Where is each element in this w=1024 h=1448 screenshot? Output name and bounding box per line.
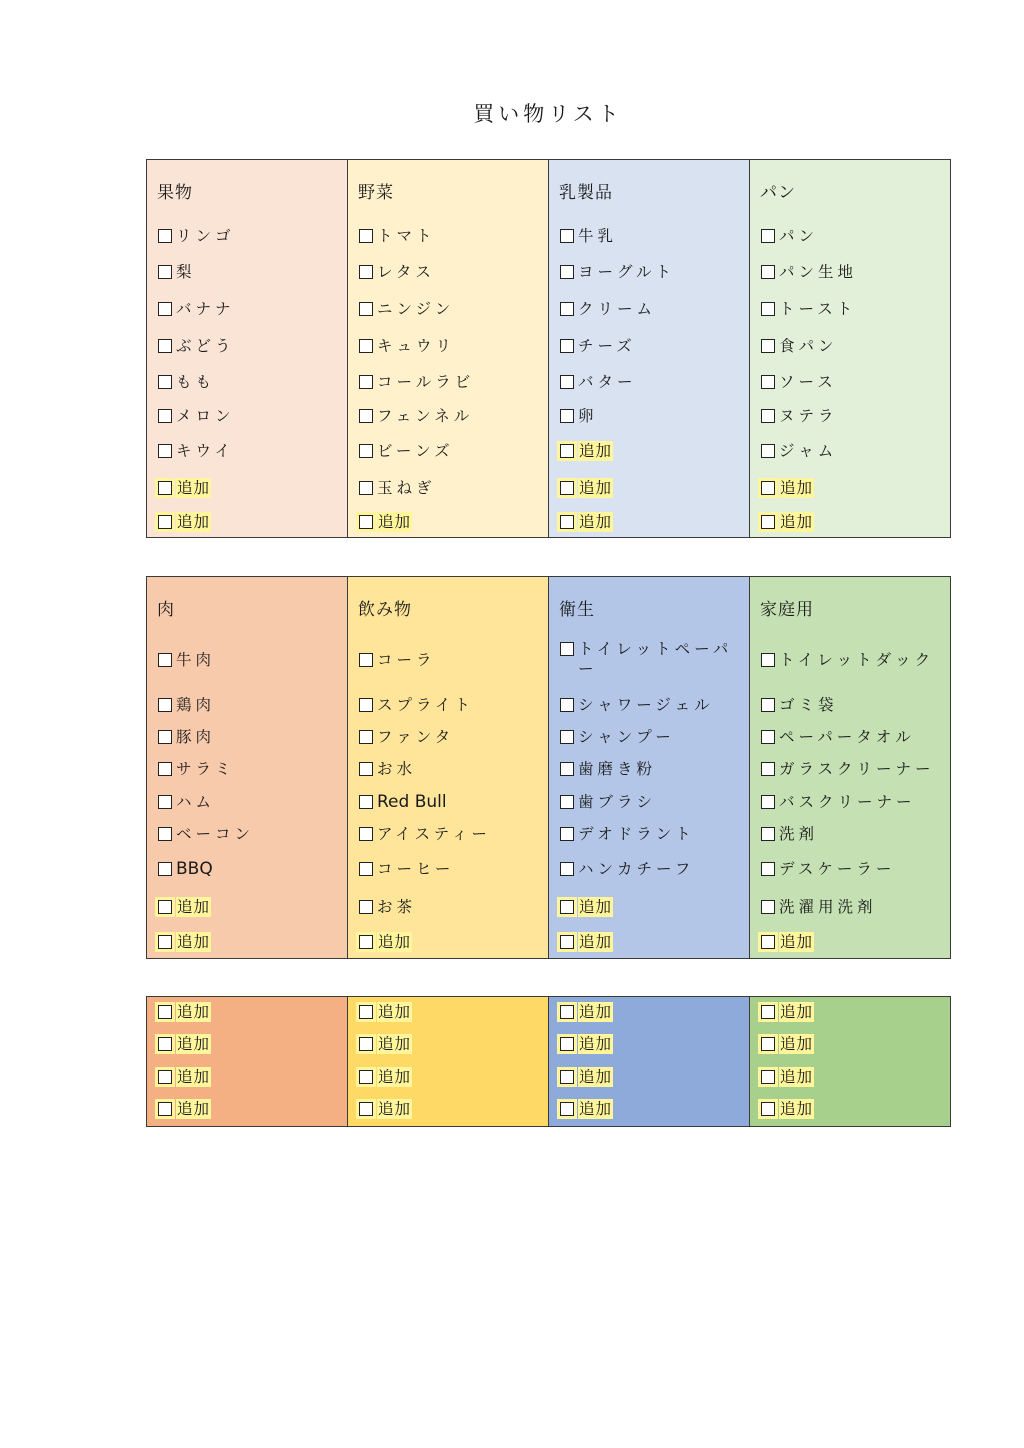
item-label: コーラ: [377, 651, 436, 669]
checklist-item[interactable]: [760, 792, 946, 812]
checkbox-icon[interactable]: [158, 515, 172, 529]
category-column: [749, 997, 950, 1126]
checkbox-icon[interactable]: [158, 1005, 172, 1019]
checklist-item[interactable]: [358, 695, 544, 715]
category-grid-1: [146, 159, 951, 538]
checklist-item[interactable]: [358, 1067, 544, 1087]
checklist-item[interactable]: [559, 226, 745, 246]
checkbox-icon[interactable]: [560, 862, 574, 876]
checklist-item[interactable]: [358, 897, 544, 917]
checkbox-icon[interactable]: [158, 935, 172, 949]
checkbox-icon[interactable]: [359, 795, 373, 809]
checklist-item[interactable]: [157, 695, 343, 715]
category-grid-2: [146, 576, 951, 959]
item-label: トイレットペーパー: [578, 640, 733, 678]
checkbox-icon[interactable]: [359, 900, 373, 914]
checkbox-icon[interactable]: [761, 1005, 775, 1019]
checklist-item[interactable]: [157, 824, 343, 844]
item-label: レタス: [377, 263, 435, 281]
checklist-item[interactable]: [559, 897, 745, 917]
checklist-item[interactable]: [157, 1099, 343, 1119]
add-item-placeholder: 追加: [177, 513, 211, 531]
add-item-placeholder: 追加: [378, 1003, 412, 1021]
item-label: チーズ: [578, 337, 636, 355]
checkbox-icon[interactable]: [359, 827, 373, 841]
category-header: 野菜: [358, 183, 394, 203]
checklist-item[interactable]: [559, 1002, 745, 1022]
add-item-placeholder: 追加: [177, 1100, 211, 1118]
category-header: パン: [760, 183, 796, 203]
item-label: トマト: [377, 227, 436, 245]
checkbox-icon[interactable]: [761, 375, 775, 389]
item-label: トイレットダック: [779, 651, 935, 669]
checklist-item[interactable]: [358, 759, 544, 779]
checkbox-icon[interactable]: [761, 730, 775, 744]
item-label: ハム: [176, 793, 216, 811]
checkbox-icon[interactable]: [158, 730, 172, 744]
category-column: [347, 160, 548, 537]
checkbox-icon[interactable]: [158, 698, 172, 712]
checklist-item[interactable]: [760, 1034, 946, 1054]
category-header: 衛生: [559, 600, 595, 620]
item-label: アイスティー: [377, 825, 491, 843]
checklist-item[interactable]: [559, 478, 745, 498]
category-header: 果物: [157, 183, 193, 203]
item-label: バナナ: [176, 300, 235, 318]
category-header: 家庭用: [760, 600, 814, 620]
category-column: [147, 577, 347, 958]
checklist-item[interactable]: [559, 932, 745, 952]
checklist-item[interactable]: [157, 1067, 343, 1087]
add-item-placeholder: 追加: [177, 479, 211, 497]
add-item-placeholder: 追加: [579, 1035, 613, 1053]
checklist-item[interactable]: [559, 824, 745, 844]
checklist-item[interactable]: [358, 1034, 544, 1054]
checklist-item[interactable]: [157, 650, 343, 670]
category-column: [548, 997, 749, 1126]
add-item-placeholder: 追加: [378, 933, 412, 951]
add-item-placeholder: 追加: [579, 1068, 613, 1086]
add-item-placeholder: 追加: [780, 479, 814, 497]
checklist-item[interactable]: [760, 897, 946, 917]
item-label: ペーパータオル: [779, 728, 915, 746]
checklist-item[interactable]: [760, 512, 946, 532]
checklist-item[interactable]: [559, 727, 745, 747]
item-label: ぶどう: [176, 337, 235, 355]
checkbox-icon[interactable]: [158, 795, 172, 809]
item-label: コールラビ: [377, 373, 475, 391]
checklist-item[interactable]: [559, 1034, 745, 1054]
item-label: 梨: [176, 263, 196, 281]
checkbox-icon[interactable]: [761, 827, 775, 841]
checkbox-icon[interactable]: [359, 730, 373, 744]
checklist-item[interactable]: [157, 932, 343, 952]
checkbox-icon[interactable]: [560, 265, 574, 279]
item-label: BBQ: [176, 859, 213, 879]
add-item-placeholder: 追加: [579, 442, 613, 460]
checkbox-icon[interactable]: [761, 795, 775, 809]
add-item-placeholder: 追加: [378, 1035, 412, 1053]
item-label: お茶: [377, 898, 417, 916]
checkbox-icon[interactable]: [158, 653, 172, 667]
checklist-item[interactable]: [559, 372, 745, 392]
add-item-placeholder: 追加: [177, 898, 211, 916]
checklist-item[interactable]: [358, 226, 544, 246]
checkbox-icon[interactable]: [560, 642, 574, 656]
checkbox-icon[interactable]: [158, 229, 172, 243]
checklist-item[interactable]: [157, 1002, 343, 1022]
extra-items-grid: [146, 996, 951, 1127]
checkbox-icon[interactable]: [761, 1102, 775, 1116]
add-item-placeholder: 追加: [378, 1068, 412, 1086]
checklist-item[interactable]: [157, 897, 343, 917]
checklist-item[interactable]: [760, 406, 946, 426]
checkbox-icon[interactable]: [158, 444, 172, 458]
checkbox-icon[interactable]: [158, 409, 172, 423]
item-label: シャンプー: [578, 728, 675, 746]
item-label: ヨーグルト: [578, 263, 676, 281]
checklist-item[interactable]: [559, 859, 745, 879]
checklist-item[interactable]: [358, 441, 544, 461]
checkbox-icon[interactable]: [560, 827, 574, 841]
add-item-placeholder: 追加: [177, 933, 211, 951]
item-label: バター: [578, 373, 637, 391]
add-item-placeholder: 追加: [780, 1100, 814, 1118]
checkbox-icon[interactable]: [359, 653, 373, 667]
add-item-placeholder: 追加: [378, 1100, 412, 1118]
checkbox-icon[interactable]: [761, 444, 775, 458]
item-label: サラミ: [176, 760, 235, 778]
item-label: 食パン: [779, 337, 838, 355]
checkbox-icon[interactable]: [560, 935, 574, 949]
checkbox-icon[interactable]: [761, 302, 775, 316]
checklist-item[interactable]: [559, 512, 745, 532]
checkbox-icon[interactable]: [359, 935, 373, 949]
checkbox-icon[interactable]: [560, 302, 574, 316]
item-label: バスクリーナー: [779, 793, 916, 811]
checklist-item[interactable]: [358, 299, 544, 319]
checkbox-icon[interactable]: [158, 762, 172, 776]
checklist-item[interactable]: [760, 226, 946, 246]
item-label: ソース: [779, 373, 837, 391]
add-item-placeholder: 追加: [579, 1100, 613, 1118]
add-item-placeholder: 追加: [378, 513, 412, 531]
checkbox-icon[interactable]: [761, 762, 775, 776]
category-column: [548, 577, 749, 958]
checkbox-icon[interactable]: [761, 481, 775, 495]
checklist-item[interactable]: [157, 262, 343, 282]
checkbox-icon[interactable]: [158, 339, 172, 353]
checklist-item[interactable]: [760, 478, 946, 498]
checklist-item[interactable]: [358, 478, 544, 498]
checklist-item[interactable]: [157, 336, 343, 356]
checkbox-icon[interactable]: [158, 1070, 172, 1084]
category-header: 乳製品: [559, 183, 613, 203]
item-label: 卵: [578, 407, 598, 425]
add-item-placeholder: 追加: [780, 933, 814, 951]
checklist-item[interactable]: [358, 372, 544, 392]
category-column: [548, 160, 749, 537]
add-item-placeholder: 追加: [780, 1035, 814, 1053]
add-item-placeholder: 追加: [579, 898, 613, 916]
checkbox-icon[interactable]: [560, 1070, 574, 1084]
item-label: もも: [176, 373, 216, 391]
checkbox-icon[interactable]: [158, 375, 172, 389]
checklist-item[interactable]: [559, 336, 745, 356]
category-column: [147, 160, 347, 537]
item-label: ベーコン: [176, 825, 255, 843]
checkbox-icon[interactable]: [560, 1102, 574, 1116]
item-label: 歯磨き粉: [578, 760, 657, 778]
add-item-placeholder: 追加: [579, 933, 613, 951]
checkbox-icon[interactable]: [359, 698, 373, 712]
checkbox-icon[interactable]: [359, 375, 373, 389]
checkbox-icon[interactable]: [761, 698, 775, 712]
checkbox-icon[interactable]: [560, 481, 574, 495]
add-item-placeholder: 追加: [780, 1068, 814, 1086]
checklist-item[interactable]: [358, 859, 544, 879]
checklist-item[interactable]: [760, 441, 946, 461]
category-column: [749, 577, 950, 958]
item-label: デスケーラー: [779, 860, 896, 878]
checklist-item[interactable]: [157, 299, 343, 319]
add-item-placeholder: 追加: [579, 479, 613, 497]
checkbox-icon[interactable]: [158, 862, 172, 876]
checkbox-icon[interactable]: [158, 302, 172, 316]
item-label: フェンネル: [377, 407, 474, 425]
checklist-item[interactable]: [559, 299, 745, 319]
item-label: ニンジン: [377, 300, 455, 318]
item-label: 牛乳: [578, 227, 618, 245]
checklist-item[interactable]: [358, 824, 544, 844]
checkbox-icon[interactable]: [761, 265, 775, 279]
item-label: 歯ブラシ: [578, 793, 657, 811]
checkbox-icon[interactable]: [560, 444, 574, 458]
checklist-item[interactable]: [358, 792, 544, 812]
checklist-item[interactable]: [559, 1067, 745, 1087]
checkbox-icon[interactable]: [158, 1037, 172, 1051]
checkbox-icon[interactable]: [560, 730, 574, 744]
checklist-item[interactable]: [559, 792, 745, 812]
checklist-item[interactable]: [157, 727, 343, 747]
checklist-item[interactable]: [760, 824, 946, 844]
item-label: 洗剤: [779, 825, 819, 843]
item-label: コーヒー: [377, 860, 455, 878]
checkbox-icon[interactable]: [560, 229, 574, 243]
checkbox-icon[interactable]: [359, 762, 373, 776]
checkbox-icon[interactable]: [761, 1070, 775, 1084]
checklist-item[interactable]: [760, 932, 946, 952]
item-label: パン生地: [779, 263, 858, 281]
checklist-item[interactable]: [559, 695, 745, 715]
checklist-item[interactable]: [157, 792, 343, 812]
add-item-placeholder: 追加: [177, 1035, 211, 1053]
item-label: ビーンズ: [377, 442, 454, 460]
checkbox-icon[interactable]: [158, 481, 172, 495]
item-label: Red Bull: [377, 792, 447, 812]
checklist-item[interactable]: [358, 650, 544, 670]
item-label: トースト: [779, 300, 857, 318]
checkbox-icon[interactable]: [761, 229, 775, 243]
checkbox-icon[interactable]: [158, 265, 172, 279]
checklist-item[interactable]: [358, 262, 544, 282]
item-label: 洗濯用洗剤: [779, 898, 877, 916]
item-label: 豚肉: [176, 728, 216, 746]
checklist-item[interactable]: [760, 1067, 946, 1087]
checkbox-icon[interactable]: [359, 265, 373, 279]
checkbox-icon[interactable]: [158, 827, 172, 841]
item-label: シャワージェル: [578, 696, 714, 714]
checklist-item[interactable]: [157, 226, 343, 246]
checklist-item[interactable]: [358, 406, 544, 426]
checklist-item[interactable]: [559, 262, 745, 282]
checkbox-icon[interactable]: [158, 900, 172, 914]
checkbox-icon[interactable]: [560, 762, 574, 776]
item-label: ハンカチーフ: [578, 860, 695, 878]
item-label: スプライト: [377, 696, 475, 714]
checklist-item[interactable]: [760, 759, 946, 779]
item-label: リンゴ: [176, 227, 235, 245]
checkbox-icon[interactable]: [359, 1102, 373, 1116]
item-label: ファンタ: [377, 728, 455, 746]
category-column: [347, 997, 548, 1126]
checklist-item[interactable]: [157, 372, 343, 392]
checklist-item[interactable]: [760, 695, 946, 715]
checklist-item[interactable]: [358, 336, 544, 356]
checklist-item[interactable]: [358, 727, 544, 747]
item-label: ゴミ袋: [779, 696, 838, 714]
checklist-item[interactable]: [559, 406, 745, 426]
item-label: キュウリ: [377, 337, 456, 355]
item-label: デオドラント: [578, 825, 695, 843]
checkbox-icon[interactable]: [359, 444, 373, 458]
checklist-item[interactable]: [157, 478, 343, 498]
checklist-item[interactable]: [157, 759, 343, 779]
add-item-placeholder: 追加: [780, 513, 814, 531]
checkbox-icon[interactable]: [560, 900, 574, 914]
checkbox-icon[interactable]: [359, 229, 373, 243]
checkbox-icon[interactable]: [560, 339, 574, 353]
checkbox-icon[interactable]: [359, 1037, 373, 1051]
checklist-item[interactable]: [760, 1099, 946, 1119]
item-label: 牛肉: [176, 651, 216, 669]
add-item-placeholder: 追加: [579, 513, 613, 531]
item-label: ヌテラ: [779, 407, 838, 425]
checkbox-icon[interactable]: [158, 1102, 172, 1116]
checkbox-icon[interactable]: [761, 409, 775, 423]
checkbox-icon[interactable]: [359, 1005, 373, 1019]
category-column: [347, 577, 548, 958]
checkbox-icon[interactable]: [359, 1070, 373, 1084]
item-label: お水: [377, 760, 417, 778]
checklist-item[interactable]: [157, 1034, 343, 1054]
checkbox-icon[interactable]: [359, 339, 373, 353]
add-item-placeholder: 追加: [579, 1003, 613, 1021]
item-label: クリーム: [578, 300, 657, 318]
checklist-item[interactable]: [760, 859, 946, 879]
checklist-item[interactable]: [760, 262, 946, 282]
item-label: 鶏肉: [176, 696, 216, 714]
checkbox-icon[interactable]: [359, 862, 373, 876]
item-label: 玉ねぎ: [377, 479, 436, 497]
category-column: [749, 160, 950, 537]
checkbox-icon[interactable]: [560, 795, 574, 809]
checklist-item[interactable]: [358, 512, 544, 532]
category-header: 飲み物: [358, 600, 412, 620]
checklist-item[interactable]: [358, 932, 544, 952]
category-column: [147, 997, 347, 1126]
checkbox-icon[interactable]: [560, 1005, 574, 1019]
add-item-placeholder: 追加: [177, 1003, 211, 1021]
checklist-item[interactable]: [559, 639, 745, 679]
checkbox-icon[interactable]: [359, 481, 373, 495]
checklist-item[interactable]: [760, 372, 946, 392]
checklist-item[interactable]: [760, 650, 946, 670]
checkbox-icon[interactable]: [761, 515, 775, 529]
checkbox-icon[interactable]: [560, 375, 574, 389]
checkbox-icon[interactable]: [560, 1037, 574, 1051]
checkbox-icon[interactable]: [359, 302, 373, 316]
checklist-item[interactable]: [760, 336, 946, 356]
checkbox-icon[interactable]: [359, 515, 373, 529]
add-item-placeholder: 追加: [780, 1003, 814, 1021]
checklist-item[interactable]: [157, 512, 343, 532]
item-label: ガラスクリーナー: [779, 760, 935, 778]
checkbox-icon[interactable]: [560, 409, 574, 423]
checkbox-icon[interactable]: [761, 935, 775, 949]
item-label: ジャム: [779, 442, 838, 460]
checkbox-icon[interactable]: [761, 862, 775, 876]
category-header: 肉: [157, 600, 175, 620]
checklist-item[interactable]: [358, 1099, 544, 1119]
checkbox-icon[interactable]: [761, 339, 775, 353]
checklist-item[interactable]: [358, 1002, 544, 1022]
checkbox-icon[interactable]: [560, 515, 574, 529]
checkbox-icon[interactable]: [761, 653, 775, 667]
checklist-item[interactable]: [760, 727, 946, 747]
checklist-item[interactable]: [157, 859, 343, 879]
checklist-item[interactable]: [157, 406, 343, 426]
item-label: キウイ: [176, 442, 235, 460]
checklist-item[interactable]: [760, 1002, 946, 1022]
checklist-item[interactable]: [760, 299, 946, 319]
page-title: 買い物リスト: [473, 102, 623, 126]
item-label: メロン: [176, 407, 235, 425]
checkbox-icon[interactable]: [359, 409, 373, 423]
checkbox-icon[interactable]: [560, 698, 574, 712]
add-item-placeholder: 追加: [177, 1068, 211, 1086]
checkbox-icon[interactable]: [761, 900, 775, 914]
checklist-item[interactable]: [559, 759, 745, 779]
checklist-item[interactable]: [559, 441, 745, 461]
checklist-item[interactable]: [157, 441, 343, 461]
checklist-item[interactable]: [559, 1099, 745, 1119]
item-label: パン: [779, 227, 819, 245]
checkbox-icon[interactable]: [761, 1037, 775, 1051]
